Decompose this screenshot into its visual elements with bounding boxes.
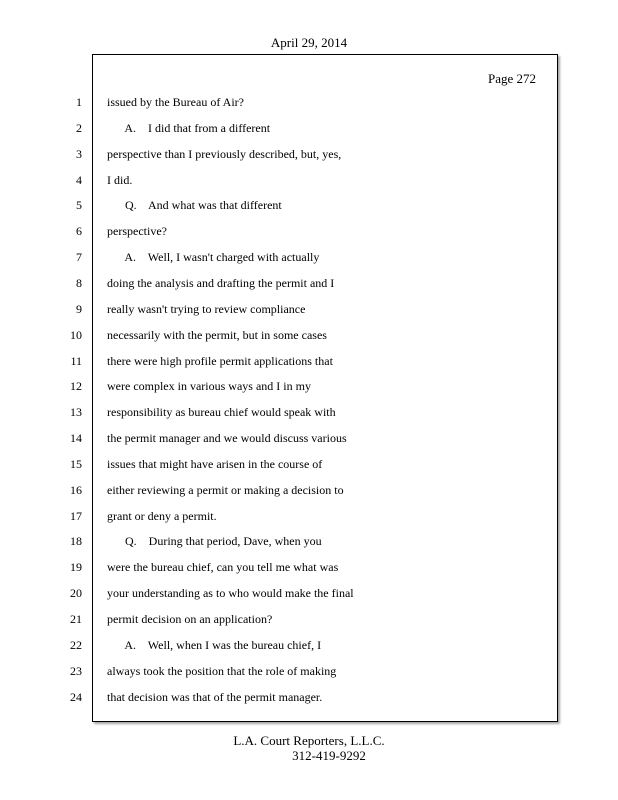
line-number: 12	[70, 379, 82, 393]
line-number: 18	[70, 534, 82, 548]
line-number: 8	[76, 276, 82, 290]
line-text: were complex in various ways and I in my	[107, 379, 311, 393]
line-number: 11	[70, 354, 82, 368]
line-number: 24	[70, 690, 82, 704]
line-number: 20	[70, 586, 82, 600]
line-number: 5	[76, 198, 82, 212]
line-number: 19	[70, 560, 82, 574]
line-number: 14	[70, 431, 82, 445]
footer-phone: 312-419-9292	[292, 748, 366, 763]
footer-company: L.A. Court Reporters, L.L.C.	[233, 733, 385, 748]
line-text: perspective than I previously described, but, yes,	[107, 147, 342, 161]
line-text: always took the position that the role of making	[107, 664, 337, 678]
line-text: A. I did that from a different	[107, 121, 271, 135]
line-number: 16	[70, 483, 82, 497]
line-text: that decision was that of the permit manager.	[107, 690, 323, 704]
line-text: issues that might have arisen in the course of	[107, 457, 323, 471]
line-number: 6	[76, 224, 82, 238]
line-number: 2	[76, 121, 82, 135]
footer	[0, 733, 618, 763]
line-text: your understanding as to who would make the final	[107, 586, 354, 600]
line-number: 10	[70, 328, 82, 342]
line-number: 9	[76, 302, 82, 316]
line-text: I did.	[107, 173, 133, 187]
line-number: 13	[70, 405, 82, 419]
line-number: 21	[70, 612, 82, 626]
line-text: doing the analysis and drafting the permit and I	[107, 276, 335, 290]
line-text: A. Well, I wasn't charged with actually	[107, 250, 320, 264]
line-text: perspective?	[107, 224, 167, 238]
line-number: 23	[70, 664, 82, 678]
line-text: Q. During that period, Dave, when you	[107, 534, 322, 548]
line-text: A. Well, when I was the bureau chief, I	[107, 638, 322, 652]
line-text: the permit manager and we would discuss various	[107, 431, 347, 445]
header-date: April 29, 2014	[270, 35, 348, 50]
line-text: were the bureau chief, can you tell me what was	[107, 560, 339, 574]
line-text: either reviewing a permit or making a decision to	[107, 483, 344, 497]
line-number: 4	[76, 173, 82, 187]
line-number: 7	[76, 250, 82, 264]
line-text: Q. And what was that different	[107, 198, 282, 212]
line-text: responsibility as bureau chief would speak with	[107, 405, 336, 419]
line-text: permit decision on an application?	[107, 612, 273, 626]
line-number: 3	[76, 147, 82, 161]
line-text: grant or deny a permit.	[107, 509, 217, 523]
page-number: Page 272	[488, 71, 537, 86]
line-number: 1	[76, 95, 82, 109]
line-number: 15	[70, 457, 82, 471]
line-text: issued by the Bureau of Air?	[107, 95, 244, 109]
line-text: there were high profile permit applications that	[107, 354, 333, 368]
line-number: 17	[70, 509, 82, 523]
line-text: necessarily with the permit, but in some cases	[107, 328, 327, 342]
line-number: 22	[70, 638, 82, 652]
line-text: really wasn't trying to review compliance	[107, 302, 306, 316]
